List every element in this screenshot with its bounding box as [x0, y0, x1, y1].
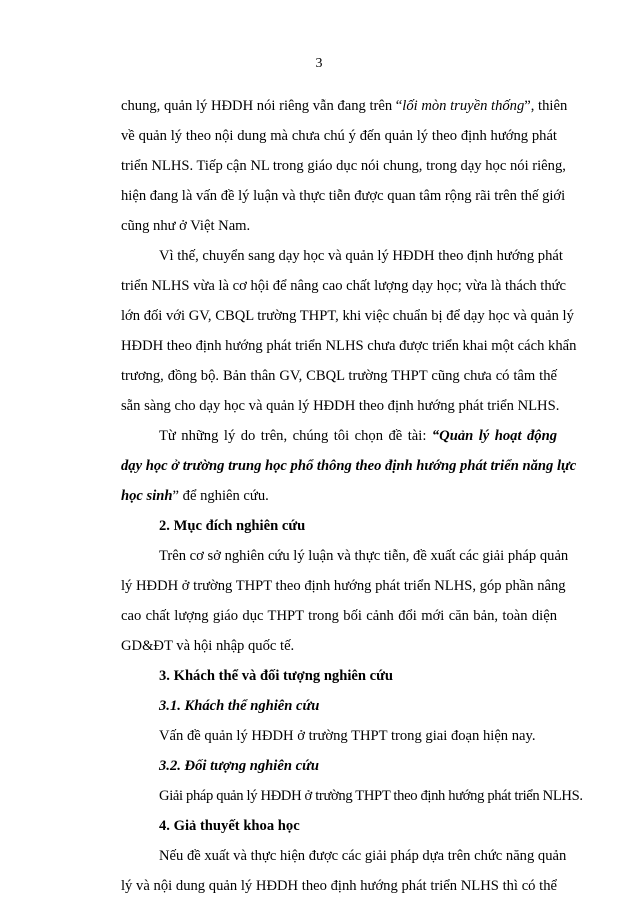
paragraph-7-line-1: Nếu đề xuất và thực hiện được các giải pháp dựa trên chức năng quản: [159, 848, 567, 864]
page-body: [121, 91, 583, 901]
heading-3-2: 3.2. Đối tượng nghiên cứu: [159, 758, 319, 774]
heading-3-1: 3.1. Khách thể nghiên cứu: [159, 698, 320, 714]
paragraph-4-line-2: lý HĐDH ở trường THPT theo định hướng phát triển NLHS, góp phần nâng: [121, 578, 566, 594]
heading-2: 2. Mục đích nghiên cứu: [159, 518, 306, 534]
paragraph-3-line-1: Từ những lý do trên, chúng tôi chọn đề tài: “Quản lý hoạt động: [159, 428, 557, 444]
heading-3: 3. Khách thể và đối tượng nghiên cứu: [159, 668, 393, 684]
thesis-title: “Quản lý hoạt động: [431, 428, 557, 444]
paragraph-1-line-3: triển NLHS. Tiếp cận NL trong giáo dục nói chung, trong dạy học nói riêng,: [121, 158, 566, 174]
paragraph-3-line-3: học sinh” để nghiên cứu.: [121, 488, 269, 504]
paragraph-2-line-5: trương, đồng bộ. Bản thân GV, CBQL trường THPT cũng chưa có tâm thế: [121, 368, 557, 384]
paragraph-2-line-6: sẵn sàng cho dạy học và quản lý HĐDH theo định hướng phát triển NLHS.: [121, 398, 560, 414]
paragraph-2-line-1: Vì thế, chuyển sang dạy học và quản lý HĐDH theo định hướng phát: [159, 248, 563, 264]
paragraph-4-line-4: GD&ĐT và hội nhập quốc tế.: [121, 638, 295, 654]
paragraph-7-line-2: lý và nội dung quản lý HĐDH theo định hướng phát triển NLHS thì có thể: [121, 878, 557, 894]
paragraph-6: Giải pháp quản lý HĐDH ở trường THPT theo định hướng phát triển NLHS.: [159, 788, 583, 804]
paragraph-4-line-3: cao chất lượng giáo dục THPT trong bối cảnh đổi mới căn bản, toàn diện: [121, 608, 557, 624]
paragraph-1-line-2: về quản lý theo nội dung mà chưa chú ý đến quản lý theo định hướng phát: [121, 128, 557, 144]
heading-4: 4. Giả thuyết khoa học: [159, 818, 300, 834]
paragraph-3-line-2: dạy học ở trường trung học phổ thông theo định hướng phát triển năng lực: [121, 458, 577, 474]
paragraph-1-line-5: cũng như ở Việt Nam.: [121, 218, 251, 234]
paragraph-2-line-4: HĐDH theo định hướng phát triển NLHS chưa được triển khai một cách khẩn: [121, 338, 577, 354]
italic-phrase: lối mòn truyền thống: [402, 98, 525, 114]
paragraph-4-line-1: Trên cơ sở nghiên cứu lý luận và thực tiễn, đề xuất các giải pháp quản: [159, 548, 569, 564]
page-number: 3: [315, 56, 323, 71]
paragraph-1-line-4: hiện đang là vấn đề lý luận và thực tiễn được quan tâm rộng rãi trên thế giới: [121, 188, 566, 204]
paragraph-1-line-1: chung, quản lý HĐDH nói riêng vẫn đang trên “lối mòn truyền thống”, thiên: [121, 98, 568, 114]
paragraph-5: Vấn đề quản lý HĐDH ở trường THPT trong giai đoạn hiện nay.: [159, 728, 536, 744]
paragraph-2-line-2: triển NLHS vừa là cơ hội để nâng cao chất lượng dạy học; vừa là thách thức: [121, 278, 567, 294]
paragraph-2-line-3: lớn đối với GV, CBQL trường THPT, khi việc chuẩn bị để dạy học và quản lý: [121, 308, 574, 324]
